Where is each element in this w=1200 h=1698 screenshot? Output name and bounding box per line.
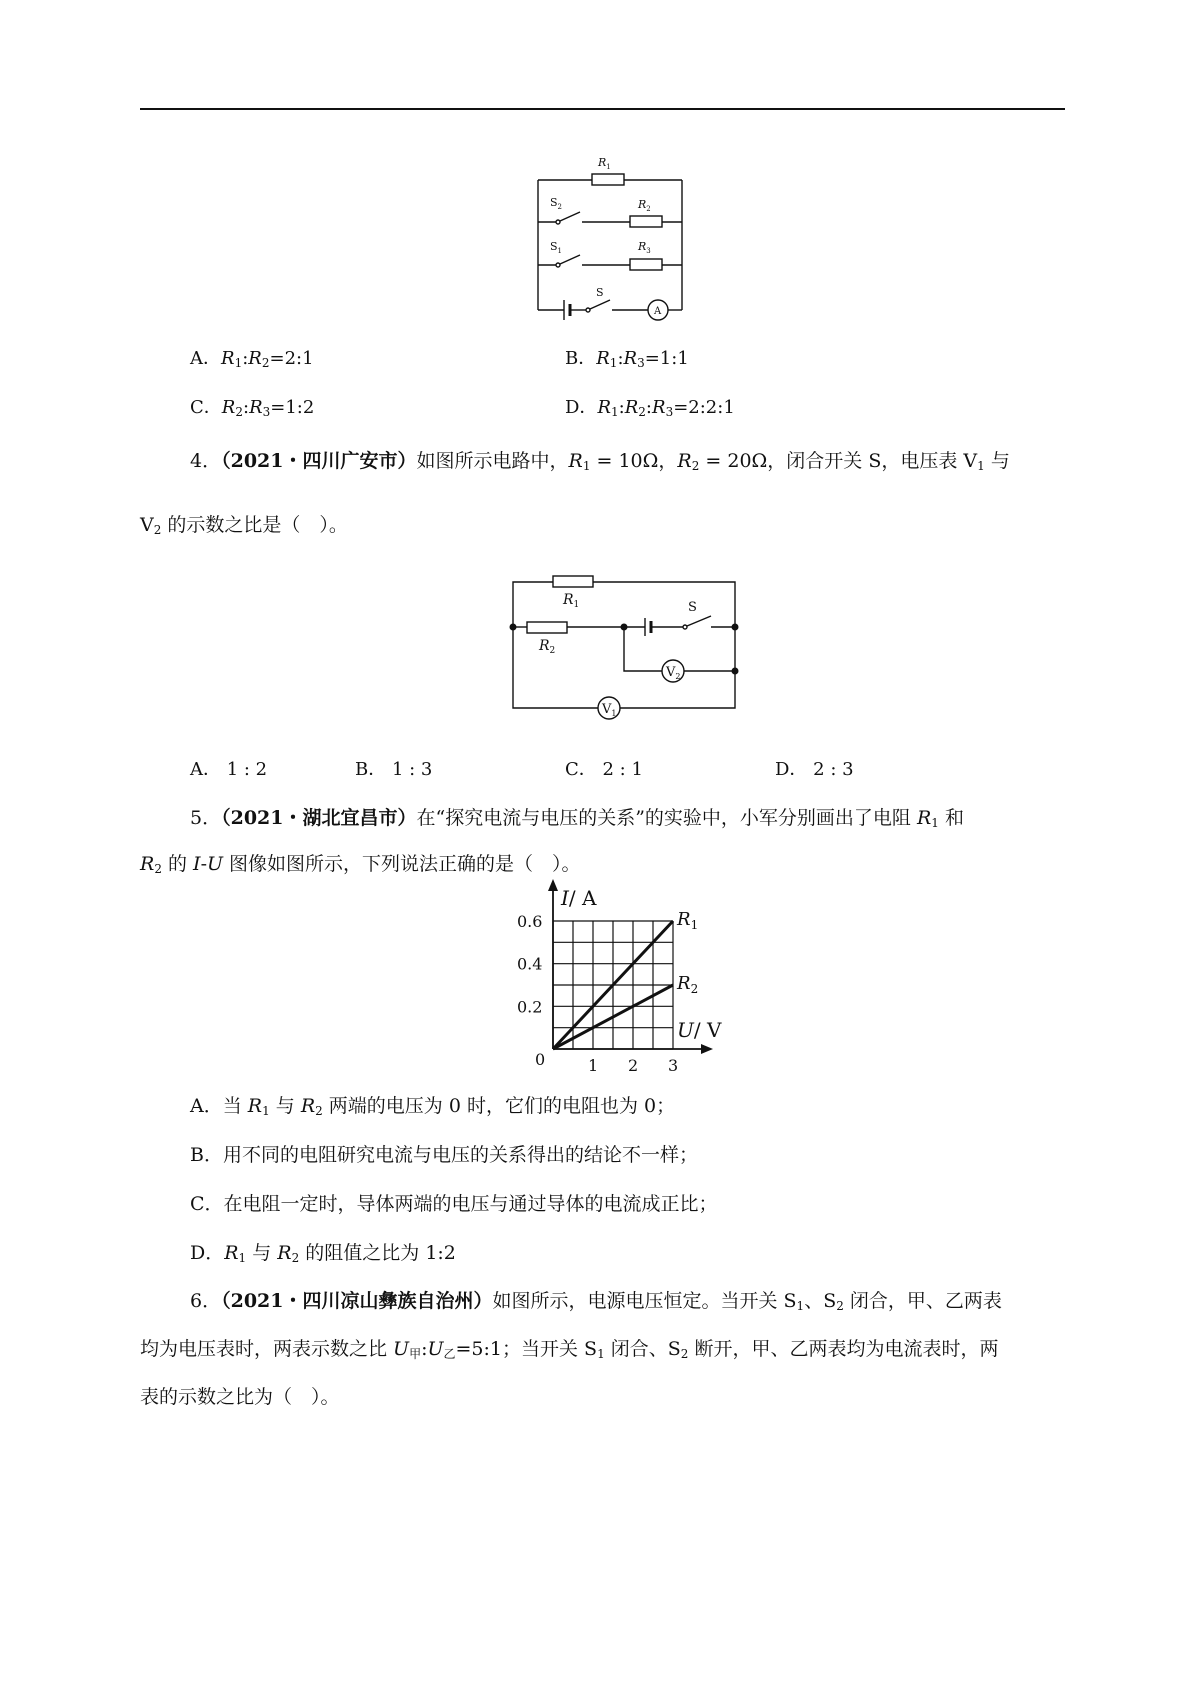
label-s: S — [596, 286, 604, 299]
label-r2: $R_2$ — [638, 198, 651, 213]
q4-circuit-diagram — [505, 570, 745, 720]
switch-contact — [556, 220, 560, 224]
q4-option-c: C． 2 : 1 — [565, 759, 643, 780]
wire — [684, 627, 735, 671]
q3-option-b: B．$R_1:R_3=1:1$ — [565, 348, 689, 370]
q3-circuit-diagram — [530, 150, 690, 320]
q4-stem-line1: 4．（2021・四川广安市）如图所示电路中，$R_1 = 10\Omega$，$R_2 = 20\Omega$，闭合开关 S，电压表 $V_1$ 与 — [190, 450, 1010, 473]
switch-contact — [586, 308, 590, 312]
label-s2: $S_2$ — [550, 196, 563, 211]
junction-dot — [732, 668, 739, 675]
q6-stem-line1: 6．（2021・四川凉山彝族自治州）如图所示，电源电压恒定。当开关 $S_1$、$S_2$ 闭合，甲、乙两表 — [190, 1290, 1002, 1313]
junction-dot — [510, 624, 517, 631]
switch-contact — [683, 625, 687, 629]
x-tick-label: 3 — [668, 1056, 679, 1075]
switch-s2 — [560, 212, 580, 221]
switch-contact — [556, 263, 560, 267]
x-tick-label: 1 — [588, 1056, 599, 1075]
q4-option-d: D． 2 : 3 — [775, 759, 854, 780]
q3-option-a: A．$R_1:R_2=2:1$ — [190, 348, 314, 370]
x-axis-label: U/ V — [677, 1018, 722, 1042]
wire — [513, 627, 598, 708]
y-axis-label: I/ A — [561, 886, 597, 910]
q4-stem-line2: $V_2$ 的示数之比是（ ）。 — [140, 514, 348, 537]
wire — [593, 582, 735, 627]
q4-option-a: A． 1 : 2 — [190, 759, 268, 780]
x-tick-label: 2 — [628, 1056, 639, 1075]
wire — [624, 627, 662, 671]
label-r1: $R_1$ — [563, 592, 580, 610]
resistor-r2 — [630, 216, 662, 227]
label-r3: $R_3$ — [638, 240, 651, 255]
wire — [513, 582, 553, 627]
q3-option-d: D．$R_1:R_2:R_3=2:2:1$ — [565, 397, 735, 419]
y-tick-label: 0.6 — [517, 912, 543, 931]
label-r2: $R_2$ — [539, 638, 556, 656]
q5-stem-line1: 5．（2021・湖北宜昌市）在“探究电流与电压的关系”的实验中，小军分别画出了电阻 $R_1$ 和 — [190, 807, 964, 830]
label-v1: $V_1$ — [602, 702, 617, 718]
resistor-r2 — [527, 622, 567, 633]
y-tick-label: 0.2 — [517, 997, 543, 1017]
switch-s — [590, 300, 610, 309]
q5-option-c: C．在电阻一定时，导体两端的电压与通过导体的电流成正比； — [190, 1193, 718, 1215]
resistor-r3 — [630, 259, 662, 270]
junction-dot — [732, 624, 739, 631]
switch-s1 — [560, 255, 580, 264]
q5-option-b: B．用不同的电阻研究电流与电压的关系得出的结论不一样； — [190, 1144, 698, 1166]
label-s1: $S_1$ — [550, 240, 563, 255]
x-axis-arrow — [701, 1044, 713, 1054]
q3-option-c: C．$R_2:R_3=1:2$ — [190, 397, 315, 419]
resistor-r1 — [592, 174, 624, 185]
label-s: S — [688, 600, 697, 615]
label-ammeter: A — [654, 306, 662, 317]
switch-s — [687, 616, 711, 626]
y-tick-label: 0.4 — [517, 954, 543, 974]
q5-option-d: D．$R_1$ 与 $R_2$ 的阻值之比为 1:2 — [190, 1242, 456, 1265]
q5-option-a: A．当 $R_1$ 与 $R_2$ 两端的电压为 0 时，它们的电阻也为 0； — [190, 1095, 676, 1118]
series-label-2: $R_2$ — [677, 973, 699, 996]
resistor-r1 — [553, 576, 593, 587]
origin-label: 0 — [535, 1050, 546, 1069]
iu-graph — [515, 885, 740, 1075]
q5-stem-line2: $R_2$ 的 I-U 图像如图所示，下列说法正确的是（ ）。 — [140, 853, 581, 876]
junction-dot — [621, 624, 628, 631]
label-r1: $R_1$ — [598, 156, 611, 171]
q6-stem-line2: 均为电压表时，两表示数之比 $U_甲:U_乙=5:1$；当开关 $S_1$ 闭合、$S_2$ 断开，甲、乙两表均为电流表时，两 — [140, 1338, 999, 1361]
label-v2: $V_2$ — [666, 665, 681, 681]
header-rule — [140, 108, 1065, 110]
series-label-1: $R_1$ — [677, 909, 699, 932]
q4-option-b: B． 1 : 3 — [355, 759, 433, 780]
q6-stem-line3: 表的示数之比为（ ）。 — [140, 1386, 340, 1408]
